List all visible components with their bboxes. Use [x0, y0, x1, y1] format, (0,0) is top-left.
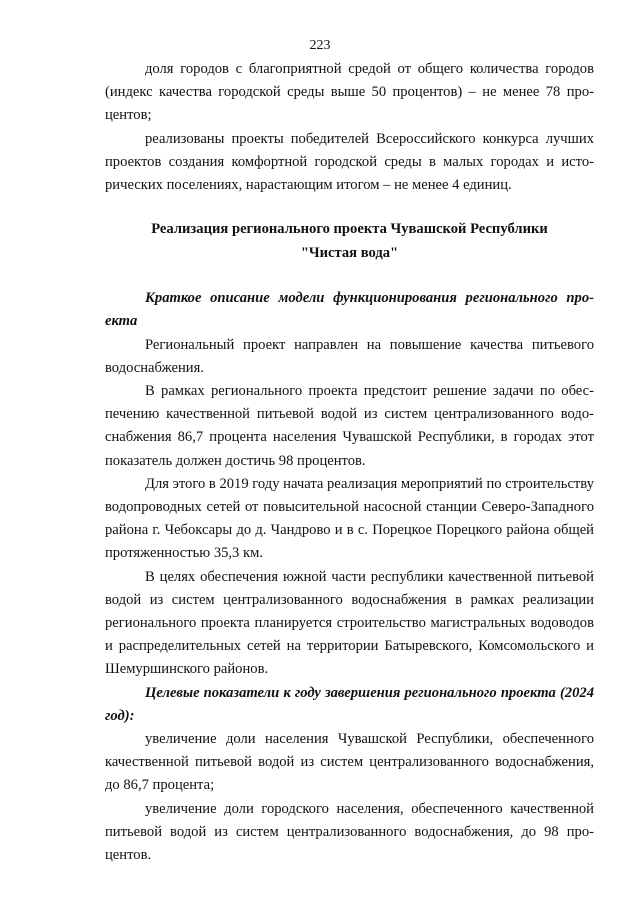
target-item: увеличение доли городского населения, обеспеченного качественной питьевой водой из систем централизованного водоснабжения, до 98 процентов. [105, 800, 594, 864]
section-title-line: "Чистая вода" [300, 245, 399, 262]
targets-heading: Целевые показатели к году завершения регионального проекта (2024 год): [105, 684, 594, 724]
page-number: 223 [309, 38, 331, 53]
description-paragraph: В целях обеспечения южной части республики качественной питьевой водой из систем централизованного водоснабжения в рамках реализации регионального проекта планируется строительство магистральных водоводов и распределительных сетей на территории Батыревского, Комсомольского и Шемуршинского районов. [105, 568, 594, 678]
spacer [105, 265, 594, 287]
section-title [105, 217, 594, 265]
description-paragraph: Региональный проект направлен на повышение качества питьевого водоснабжения. [105, 336, 594, 376]
description-paragraph: В рамках регионального проекта предстоит решение задачи по обеспечению качественной питьевой водой из систем централизованного водоснабжения 86,7 процента населения Чувашской Республики, в городах этот показатель должен достичь 98 процентов. [105, 383, 594, 469]
target-item: увеличение доли населения Чувашской Республики, обеспеченного качественной питьевой водой из систем централизованного водоснабжения, до 86,7 процента; [105, 731, 594, 794]
intro-paragraph: реализованы проекты победителей Всероссийского конкурса лучших проектов создания комфортной городской среды в малых городах и исторических поселениях, нарастающим итогом – не менее 4 единиц. [105, 130, 594, 194]
page-content [105, 58, 594, 867]
spacer [105, 197, 594, 217]
section-title-line: Реализация регионального проекта Чувашской Республики [151, 221, 548, 238]
description-heading: Краткое описание модели функционирования регионального проекта [105, 290, 594, 330]
description-paragraph: Для этого в 2019 году начата реализация мероприятий по строительству водопроводных сетей от повысительной насосной станции Северо-Западного района г. Чебоксары до д. Чандрово и в с. Порецкое Порецкого района общей протяженностью 35,3 км. [105, 475, 594, 562]
intro-paragraph: доля городов с благоприятной средой от общего количества городов (индекс качества городской среды выше 50 процентов) – не менее 78 процентов; [105, 61, 594, 124]
